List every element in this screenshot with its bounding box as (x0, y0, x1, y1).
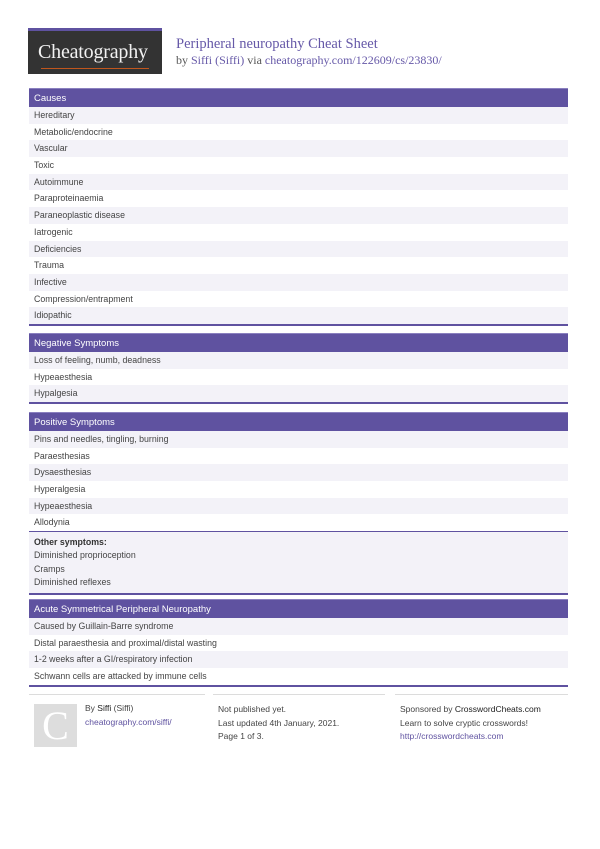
section-header: Acute Symmetrical Peripheral Neuropathy (29, 599, 568, 618)
table-row: Hypeaesthesia (29, 498, 568, 515)
table-row: Schwann cells are attacked by immune cells (34, 671, 207, 682)
table-row: Paraesthesias (34, 450, 90, 461)
table-row: 1-2 weeks after a GI/respiratory infection (29, 651, 568, 668)
page-header (28, 28, 568, 76)
section-divider (29, 593, 568, 595)
table-row: Paraproteinaemia (34, 193, 104, 204)
table-row: Compression/entrapment (34, 293, 133, 304)
table-row: Loss of feeling, numb, deadness (29, 352, 568, 369)
table-row: Dysaesthesias (29, 464, 568, 481)
note-title: Other symptoms: (34, 537, 107, 548)
page-number: Page 1 of 3. (218, 731, 264, 741)
footer-meta-column (213, 694, 385, 744)
section-header: Causes (29, 88, 568, 107)
by-prefix: By (85, 703, 98, 713)
section-header: Negative Symptoms (29, 333, 568, 352)
table-row: Deficiencies (29, 241, 568, 258)
table-row: Allodynia (34, 517, 70, 528)
section-causes (29, 88, 568, 326)
table-row: Idiopathic (29, 307, 568, 324)
footer-rule (29, 694, 205, 695)
sponsor-name[interactable]: CrosswordCheats.com (454, 704, 541, 714)
section-divider (29, 685, 568, 687)
byline (176, 53, 442, 68)
page-title: Peripheral neuropathy Cheat Sheet (176, 36, 378, 52)
note-line: Cramps (34, 563, 65, 574)
sponsor-line (400, 703, 568, 717)
title-block (176, 36, 442, 68)
published-status: Not published yet. (218, 704, 287, 714)
table-row: Pins and needles, tingling, burning (29, 431, 568, 448)
section-negative-symptoms (29, 333, 568, 404)
note-line: Diminished reflexes (34, 577, 111, 588)
author-info (85, 702, 172, 729)
table-row: Metabolic/endocrine (34, 126, 113, 137)
sheet-url-link[interactable]: cheatography.com/122609/cs/23830/ (264, 53, 442, 67)
author-handle: (Siffi) (111, 703, 134, 713)
sponsor-link[interactable]: http://crosswordcheats.com (400, 731, 504, 741)
table-row: Autoimmune (29, 174, 568, 191)
meta-info (213, 695, 385, 744)
by-prefix: by (176, 53, 191, 67)
table-row: Hypeaesthesia (34, 371, 93, 382)
author-name[interactable]: Siffi (97, 703, 112, 713)
section-header: Positive Symptoms (29, 412, 568, 431)
via-text: via (244, 53, 265, 67)
table-row: Hereditary (29, 107, 568, 124)
cheatography-logo[interactable] (28, 28, 162, 74)
section-acute-symmetrical-peripheral-neuropathy (29, 599, 568, 687)
table-row: Toxic (34, 160, 55, 171)
author-line (85, 702, 172, 716)
table-row: Vascular (29, 140, 568, 157)
sponsor-prefix: Sponsored by (400, 704, 455, 714)
table-row: Distal paraesthesia and proximal/distal wasting (34, 637, 217, 648)
note-line: Diminished proprioception (34, 550, 136, 561)
last-updated: Last updated 4th January, 2021. (218, 717, 340, 728)
footer-author-column (29, 694, 205, 748)
page-footer (29, 694, 568, 754)
table-row: Hypalgesia (29, 385, 568, 402)
logo-text: Cheatography (38, 41, 148, 63)
author-profile-link[interactable]: cheatography.com/siffi/ (85, 716, 172, 727)
sponsor-info (395, 695, 568, 744)
table-row: Caused by Guillain-Barre syndrome (29, 618, 568, 635)
table-row: Infective (29, 274, 568, 291)
section-positive-symptoms (29, 412, 568, 595)
table-row: Paraneoplastic disease (29, 207, 568, 224)
author-avatar: C (34, 704, 77, 747)
other-symptoms-note (29, 531, 568, 593)
section-divider (29, 402, 568, 404)
table-row: Trauma (34, 260, 64, 271)
logo-underline (41, 68, 149, 69)
author-link[interactable]: Siffi (Siffi) (191, 53, 245, 67)
table-row: Hyperalgesia (34, 484, 86, 495)
section-divider (29, 324, 568, 326)
table-row: Iatrogenic (34, 226, 73, 237)
sponsor-tagline: Learn to solve cryptic crosswords! (400, 717, 529, 728)
footer-sponsor-column (395, 694, 568, 744)
